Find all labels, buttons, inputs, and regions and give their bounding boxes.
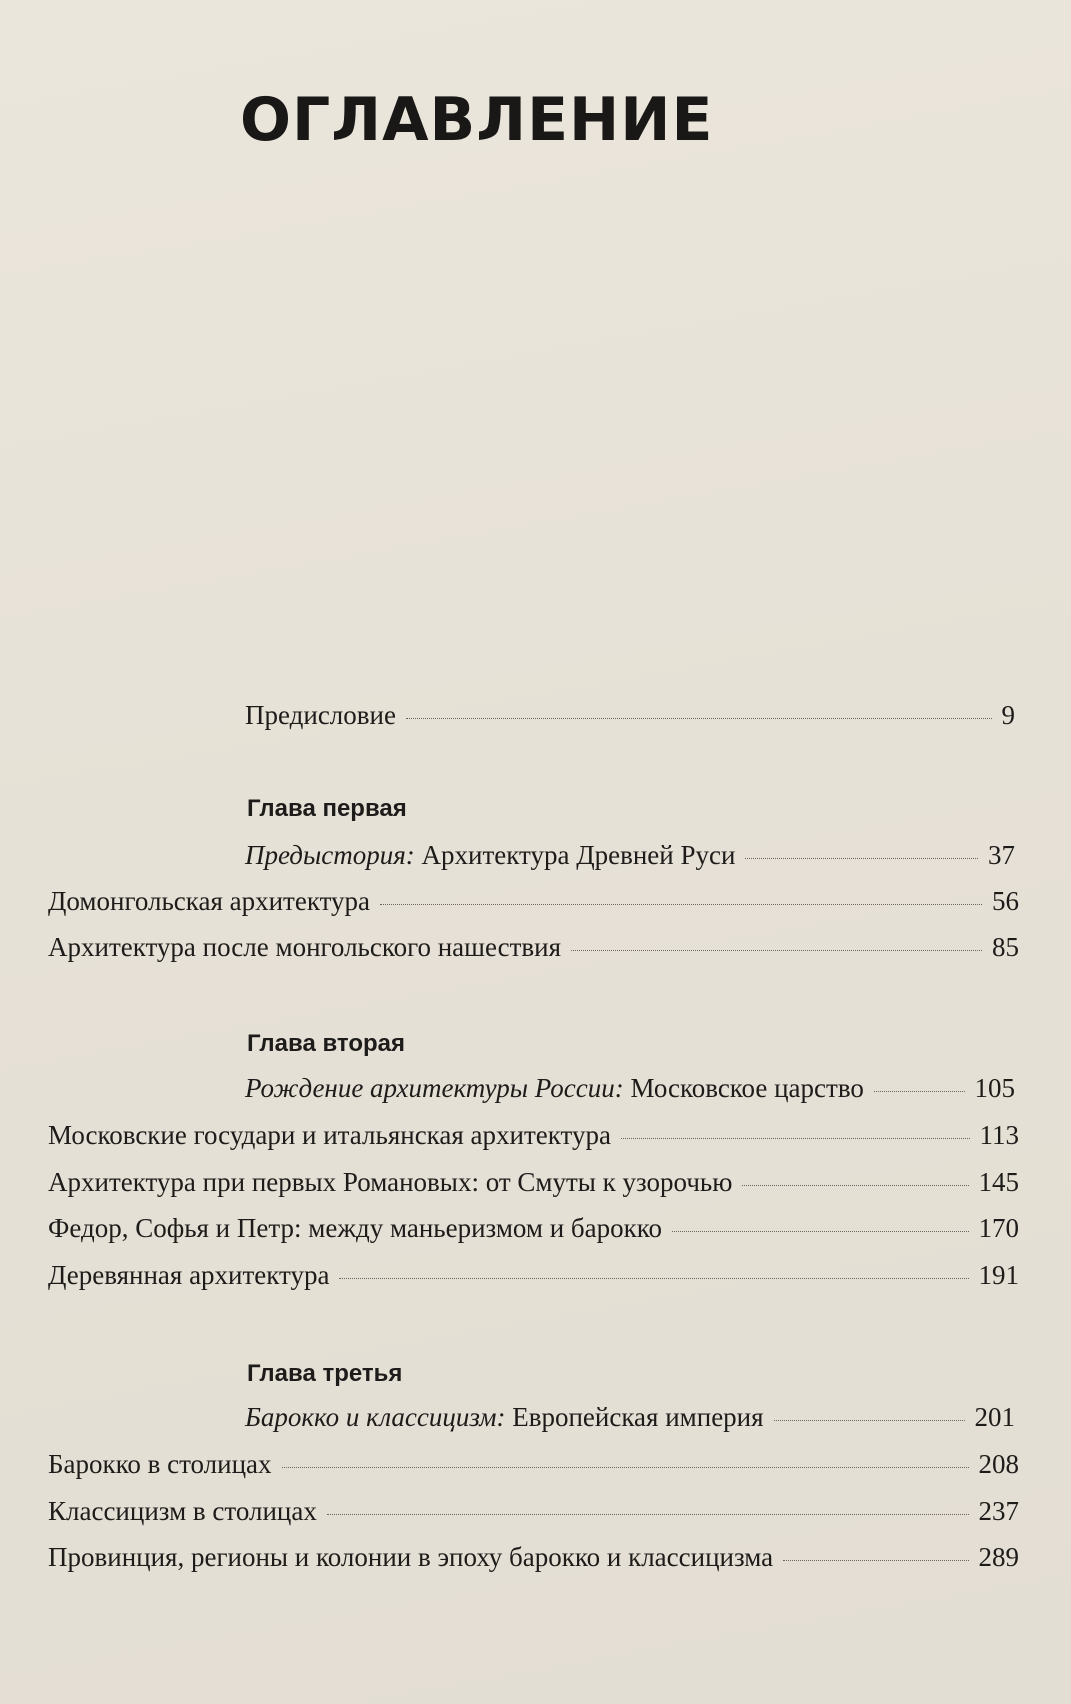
toc-entry [48, 1449, 1019, 1480]
toc-entry-label: Домонгольская архитектура [48, 886, 371, 916]
dot-leader [672, 1231, 968, 1232]
toc-entry-chapter-intro [245, 840, 1015, 871]
toc-entry-label: Архитектура после монгольского нашествия [48, 932, 562, 962]
toc-page-number: 9 [1001, 700, 1015, 730]
toc-entry [48, 1496, 1019, 1527]
toc-page-number: 170 [978, 1213, 1019, 1243]
toc-entry-label: Европейская империя [512, 1402, 764, 1432]
toc-page-number: 105 [974, 1073, 1015, 1103]
toc-entry-label: Предисловие [245, 700, 396, 730]
toc-entry-italic-prefix: Барокко и классицизм: [245, 1402, 506, 1432]
chapter-heading: Глава вторая [247, 1030, 406, 1057]
toc-entry-label: Московское царство [630, 1073, 864, 1103]
toc-page-number: 191 [978, 1260, 1019, 1290]
dot-leader [327, 1514, 969, 1515]
toc-entry-italic-prefix: Предыстория: [245, 840, 415, 870]
toc-entry [48, 886, 1019, 917]
chapter-heading: Глава первая [247, 795, 407, 822]
toc-entry-label: Барокко в столицах [48, 1449, 272, 1479]
dot-leader [874, 1091, 965, 1092]
dot-leader [742, 1185, 968, 1186]
toc-entry-label: Архитектура при первых Романовых: от Смуты к узорочью [48, 1167, 733, 1197]
page-title: ОГЛАВЛЕНИЕ [240, 85, 714, 155]
toc-page-number: 201 [974, 1402, 1015, 1432]
toc-entry [48, 1167, 1019, 1198]
dot-leader [621, 1138, 970, 1139]
toc-entry-chapter-intro [245, 1073, 1015, 1104]
toc-page-number: 37 [988, 840, 1015, 870]
dot-leader [783, 1560, 968, 1561]
toc-entry-label: Классицизм в столицах [48, 1496, 317, 1526]
toc-page-number: 56 [992, 886, 1019, 916]
toc-page-number: 289 [978, 1542, 1019, 1572]
dot-leader [406, 718, 992, 719]
toc-page-number: 145 [978, 1167, 1019, 1197]
toc-entry-label: Провинция, регионы и колонии в эпоху барокко и классицизма [48, 1542, 774, 1572]
toc-entry-label: Деревянная архитектура [48, 1260, 330, 1290]
dot-leader [745, 858, 978, 859]
toc-page-number: 208 [978, 1449, 1019, 1479]
toc-entry-chapter-intro [245, 1402, 1015, 1433]
toc-page-number: 113 [979, 1120, 1019, 1150]
toc-entry-label: Московские государи и итальянская архитектура [48, 1120, 611, 1150]
dot-leader [380, 904, 982, 905]
dot-leader [571, 950, 982, 951]
toc-entry-label: Федор, Софья и Петр: между маньеризмом и барокко [48, 1213, 663, 1243]
chapter-heading: Глава третья [247, 1360, 403, 1387]
dot-leader [339, 1278, 968, 1279]
toc-entry [48, 1213, 1019, 1244]
toc-page-number: 237 [978, 1496, 1019, 1526]
toc-entry [48, 1260, 1019, 1291]
toc-entry [48, 1120, 1019, 1151]
dot-leader [282, 1467, 969, 1468]
toc-page-number: 85 [992, 932, 1019, 962]
toc-entry [48, 932, 1019, 963]
toc-entry-label: Архитектура Древней Руси [421, 840, 736, 870]
toc-entry-preface [245, 700, 1015, 731]
toc-entry [48, 1542, 1019, 1573]
dot-leader [774, 1420, 965, 1421]
toc-entry-italic-prefix: Рождение архитектуры России: [245, 1073, 624, 1103]
